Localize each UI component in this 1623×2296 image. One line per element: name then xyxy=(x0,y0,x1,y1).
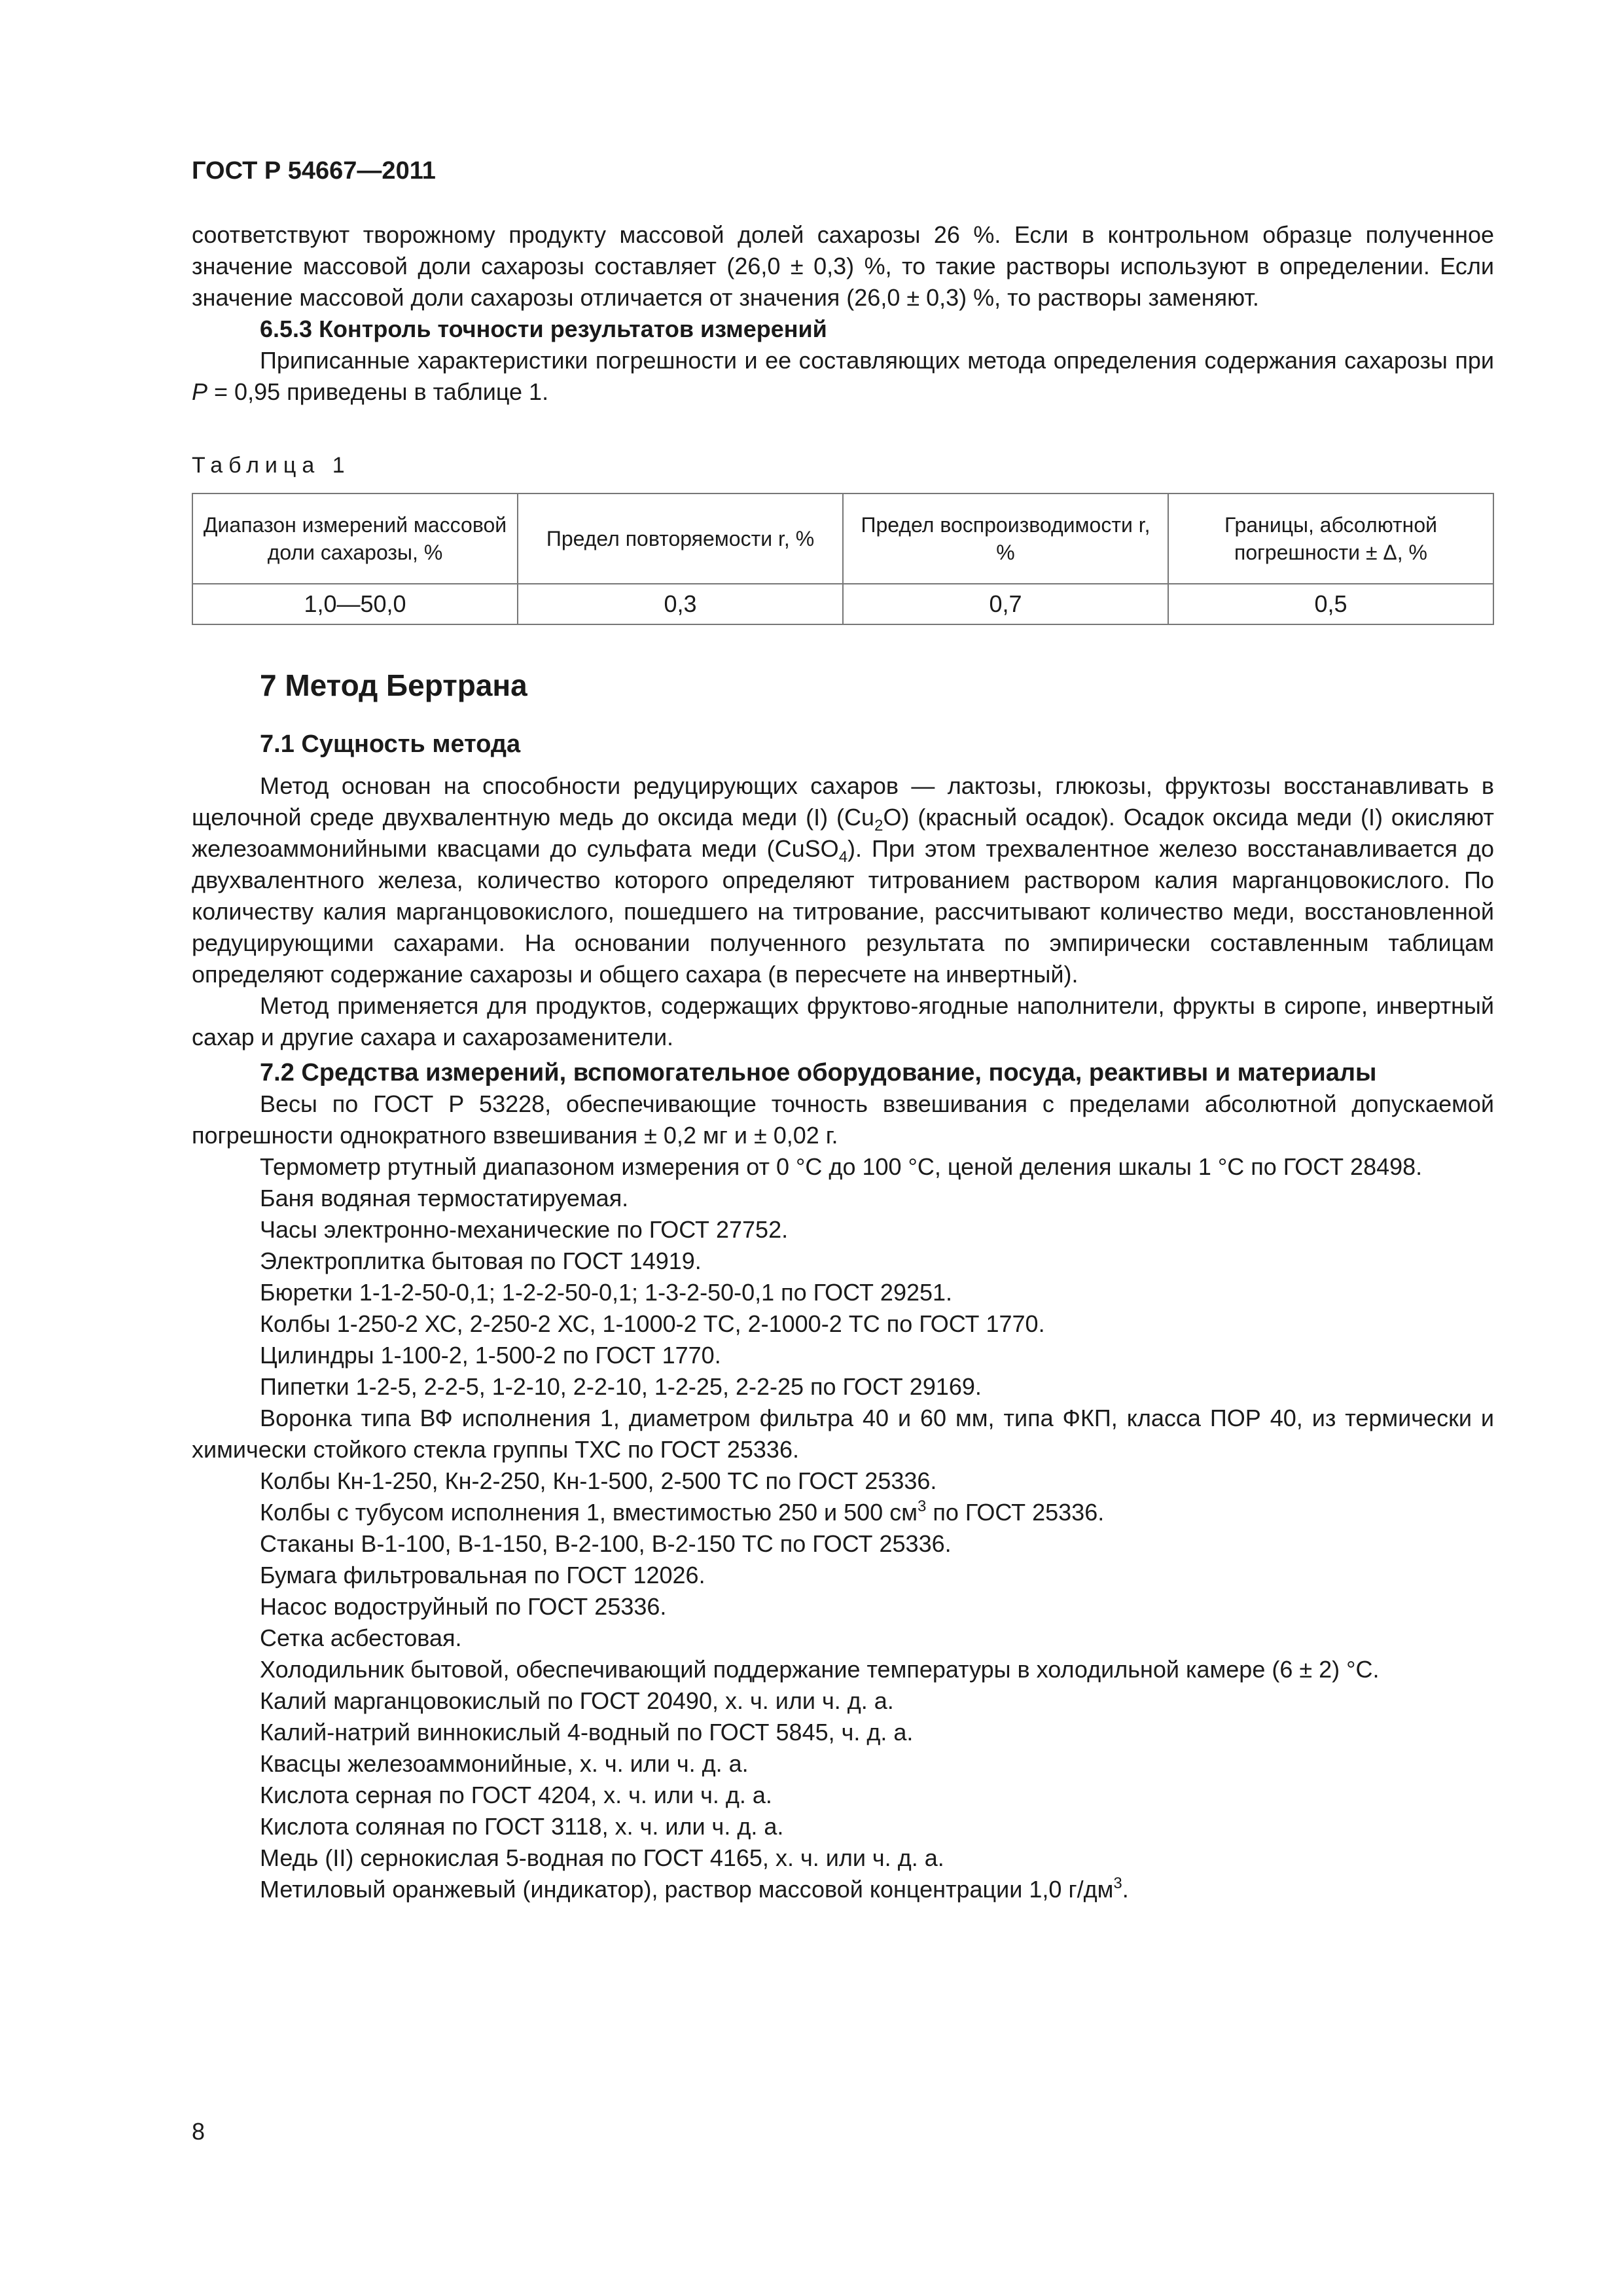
list-item: Весы по ГОСТ Р 53228, обеспечивающие точность взвешивания с пределами абсолютной допускаемой погрешности однократного взвешивания ± 0,2 мг и ± 0,02 г. xyxy=(192,1090,1494,1149)
document-page xyxy=(192,157,1494,1905)
section-7-1-paragraph-1: Метод основан на способности редуцирующих сахаров — лактозы, глюкозы, фруктозы восстанавливать в щелочной среде двухвалентную медь до оксида меди (I) $(Cu_2O)$ (красный осадок). Осадок оксида меди (I) окисляют железоаммонийными квасцами до сульфата меди (CuSO$_4$). При этом трехвалентное железо восстанавливается до двухвалентного железа, количество которого определяют титрованием раствором калия марганцовокислого. По количеству калия марганцовокислого, пошедшего на титрование, рассчитывают количество меди, восстановленной редуцирующими сахарами. На основании полученного результата по эмпирически составленным таблицам определяют содержание сахарозы и общего сахара (в пересчете на инвертный). xyxy=(192,772,1494,988)
section-6-5-3-title: 6.5.3 Контроль точности результатов измерений xyxy=(260,315,827,342)
list-item: Цилиндры 1-100-2, 1-500-2 по ГОСТ 1770. xyxy=(260,1342,721,1369)
table-header-cell: Диапазон измерений массовой доли сахарозы, % xyxy=(192,493,518,584)
list-item: Калий марганцовокислый по ГОСТ 20490, х. ч. или ч. д. а. xyxy=(260,1687,894,1714)
list-item: Холодильник бытовой, обеспечивающий поддержание температуры в холодильной камере (6 ± 2) °С. xyxy=(260,1656,1380,1683)
list-item: Метиловый оранжевый (индикатор), раствор массовой концентрации 1,0 $г/дм^3$. xyxy=(260,1874,1129,1903)
list-item: Баня водяная термостатируемая. xyxy=(260,1185,629,1211)
list-item: Колбы 1-250-2 ХС, 2-250-2 ХС, 1-1000-2 ТС, 2-1000-2 ТС по ГОСТ 1770. xyxy=(260,1310,1045,1337)
list-item: Насос водоструйный по ГОСТ 25336. xyxy=(260,1593,667,1620)
list-item: Стаканы В-1-100, В-1-150, В-2-100, В-2-150 ТС по ГОСТ 25336. xyxy=(260,1530,952,1557)
list-item: Медь (II) сернокислая 5-водная по ГОСТ 4165, х. ч. или ч. д. а. xyxy=(260,1844,944,1871)
page-number: 8 xyxy=(192,2118,205,2145)
list-item: Термометр ртутный диапазоном измерения от 0 °С до 100 °С, ценой деления шкалы 1 °С по ГОСТ 28498. xyxy=(260,1153,1423,1180)
table-header-cell: Предел воспроизводимости r, % xyxy=(843,493,1168,584)
table-cell: 0,5 xyxy=(1168,584,1493,624)
intro-paragraph: соответствуют творожному продукту массовой долей сахарозы 26 %. Если в контрольном образце полученное значение массовой доли сахарозы составляет (26,0 ± 0,3) %, то такие растворы используют в определении. Если значение массовой доли сахарозы отличается от значения (26,0 ± 0,3) %, то растворы заменяют. xyxy=(192,221,1494,311)
list-item: Электроплитка бытовая по ГОСТ 14919. xyxy=(260,1247,702,1274)
section-7-1-title: 7.1 Сущность метода xyxy=(260,730,521,758)
list-item: Колбы Кн-1-250, Кн-2-250, Кн-1-500, 2-500 ТС по ГОСТ 25336. xyxy=(260,1467,937,1494)
table-cell: 0,3 xyxy=(518,584,843,624)
table-1 xyxy=(192,493,1494,625)
list-item: Пипетки 1-2-5, 2-2-5, 1-2-10, 2-2-10, 1-2-25, 2-2-25 по ГОСТ 29169. xyxy=(260,1373,982,1400)
section-7-title: 7 Метод Бертрана xyxy=(260,668,527,702)
section-7-2-title: 7.2 Средства измерений, вспомогательное оборудование, посуда, реактивы и материалы xyxy=(260,1059,1377,1086)
list-item: Сетка асбестовая. xyxy=(260,1624,462,1651)
table-cell: 1,0—50,0 xyxy=(192,584,518,624)
table-cell: 0,7 xyxy=(843,584,1168,624)
table-header-cell: Предел повторяемости r, % xyxy=(518,493,843,584)
table-header-row xyxy=(192,493,1493,584)
list-item: Кислота соляная по ГОСТ 3118, х. ч. или ч. д. а. xyxy=(260,1813,784,1840)
list-item: Часы электронно-механические по ГОСТ 27752. xyxy=(260,1216,789,1243)
list-item: Квасцы железоаммонийные, х. ч. или ч. д. а. xyxy=(260,1750,749,1777)
table-caption: Таблица 1 xyxy=(192,453,351,478)
section-7-1-paragraph-2: Метод применяется для продуктов, содержащих фруктово-ягодные наполнители, фрукты в сиропе, инвертный сахар и другие сахара и сахарозаменители. xyxy=(192,992,1494,1050)
list-item: Колбы с тубусом исполнения 1, вместимостью 250 и 500 $см^3$ по ГОСТ 25336. xyxy=(260,1498,1105,1526)
list-item: Воронка типа ВФ исполнения 1, диаметром фильтра 40 и 60 мм, типа ФКП, класса ПОР 40, из термически и химически стойкого стекла группы ТХС по ГОСТ 25336. xyxy=(192,1405,1494,1463)
section-6-5-3-text: Приписанные характеристики погрешности и ее составляющих метода определения содержания сахарозы при Р = 0,95 приведены в таблице 1. xyxy=(192,347,1494,405)
table-header-cell: Границы, абсолютной погрешности ± Δ, % xyxy=(1168,493,1493,584)
list-item: Бюретки 1-1-2-50-0,1; 1-2-2-50-0,1; 1-3-2-50-0,1 по ГОСТ 29251. xyxy=(260,1279,953,1306)
list-item: Кислота серная по ГОСТ 4204, х. ч. или ч. д. а. xyxy=(260,1782,772,1808)
list-item: Бумага фильтровальная по ГОСТ 12026. xyxy=(260,1562,705,1588)
document-header: ГОСТ Р 54667—2011 xyxy=(192,157,436,185)
equipment-list xyxy=(192,1088,1494,1905)
body-text xyxy=(192,219,1494,1905)
list-item: Калий-натрий виннокислый 4-водный по ГОСТ 5845, ч. д. а. xyxy=(260,1719,914,1746)
p-symbol: Р xyxy=(192,378,208,405)
table-row xyxy=(192,584,1493,624)
